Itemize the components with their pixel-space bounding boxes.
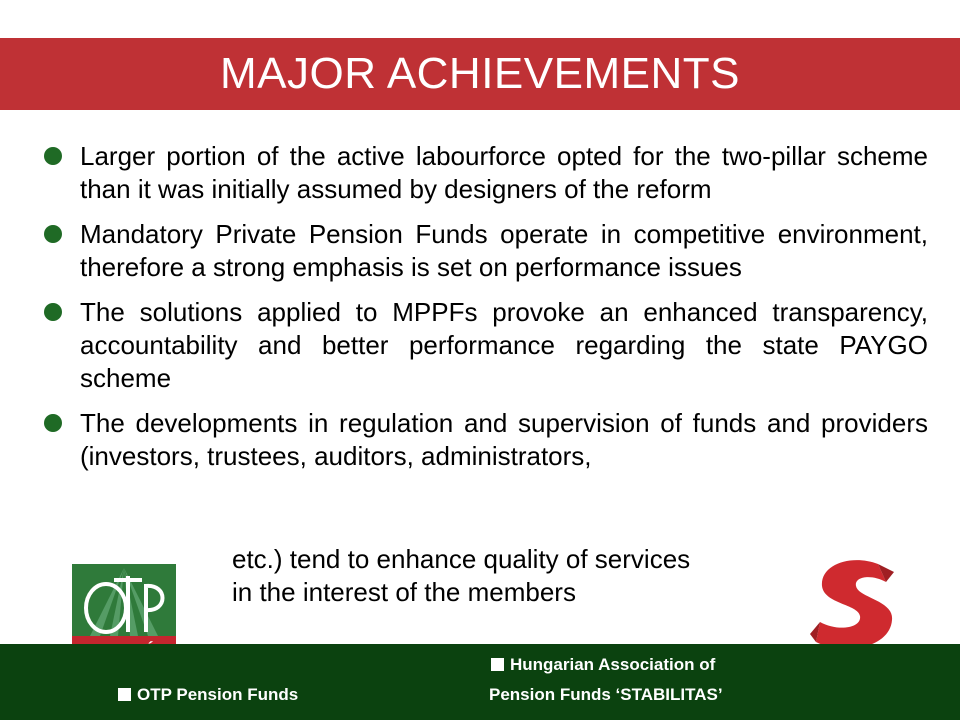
footer-bar — [0, 644, 960, 720]
footer-association-line1 — [491, 650, 715, 680]
footer-association-line2: Pension Funds ‘STABILITAS’ — [489, 685, 723, 704]
bullet-item — [44, 140, 928, 206]
bullet-item — [44, 407, 928, 473]
bullet-text: The solutions applied to MPPFs provoke an enhanced transparency, accountability and better performance regarding the state PAYGO scheme — [80, 297, 928, 393]
title-bar — [0, 38, 960, 110]
bullet-dot-icon — [44, 303, 62, 321]
square-bullet-icon — [118, 688, 131, 701]
bullet-list — [44, 140, 928, 485]
footer-association-text: Hungarian Association of — [510, 655, 716, 674]
continuation-line: etc.) tend to enhance quality of services — [232, 544, 691, 574]
bullet-dot-icon — [44, 414, 62, 432]
bullet-item — [44, 296, 928, 395]
bullet-text: Mandatory Private Pension Funds operate in competitive environment, therefore a strong emphasis is set on performance issues — [80, 219, 928, 282]
slide-title: MAJOR ACHIEVEMENTS — [220, 49, 740, 98]
bullet-dot-icon — [44, 147, 62, 165]
square-bullet-icon — [491, 658, 504, 671]
continuation-line: in the interest of the members — [232, 577, 576, 607]
footer-otp — [118, 680, 298, 710]
bullet-continuation — [232, 543, 690, 609]
bullet-dot-icon — [44, 225, 62, 243]
bullet-item — [44, 218, 928, 284]
bullet-text: Larger portion of the active labourforce opted for the two-pillar scheme than it was initially assumed by designers of the reform — [80, 141, 928, 204]
footer-otp-text: OTP Pension Funds — [137, 685, 299, 704]
bullet-text: The developments in regulation and supervision of funds and providers (investors, trustees, auditors, administrators, — [80, 408, 928, 471]
